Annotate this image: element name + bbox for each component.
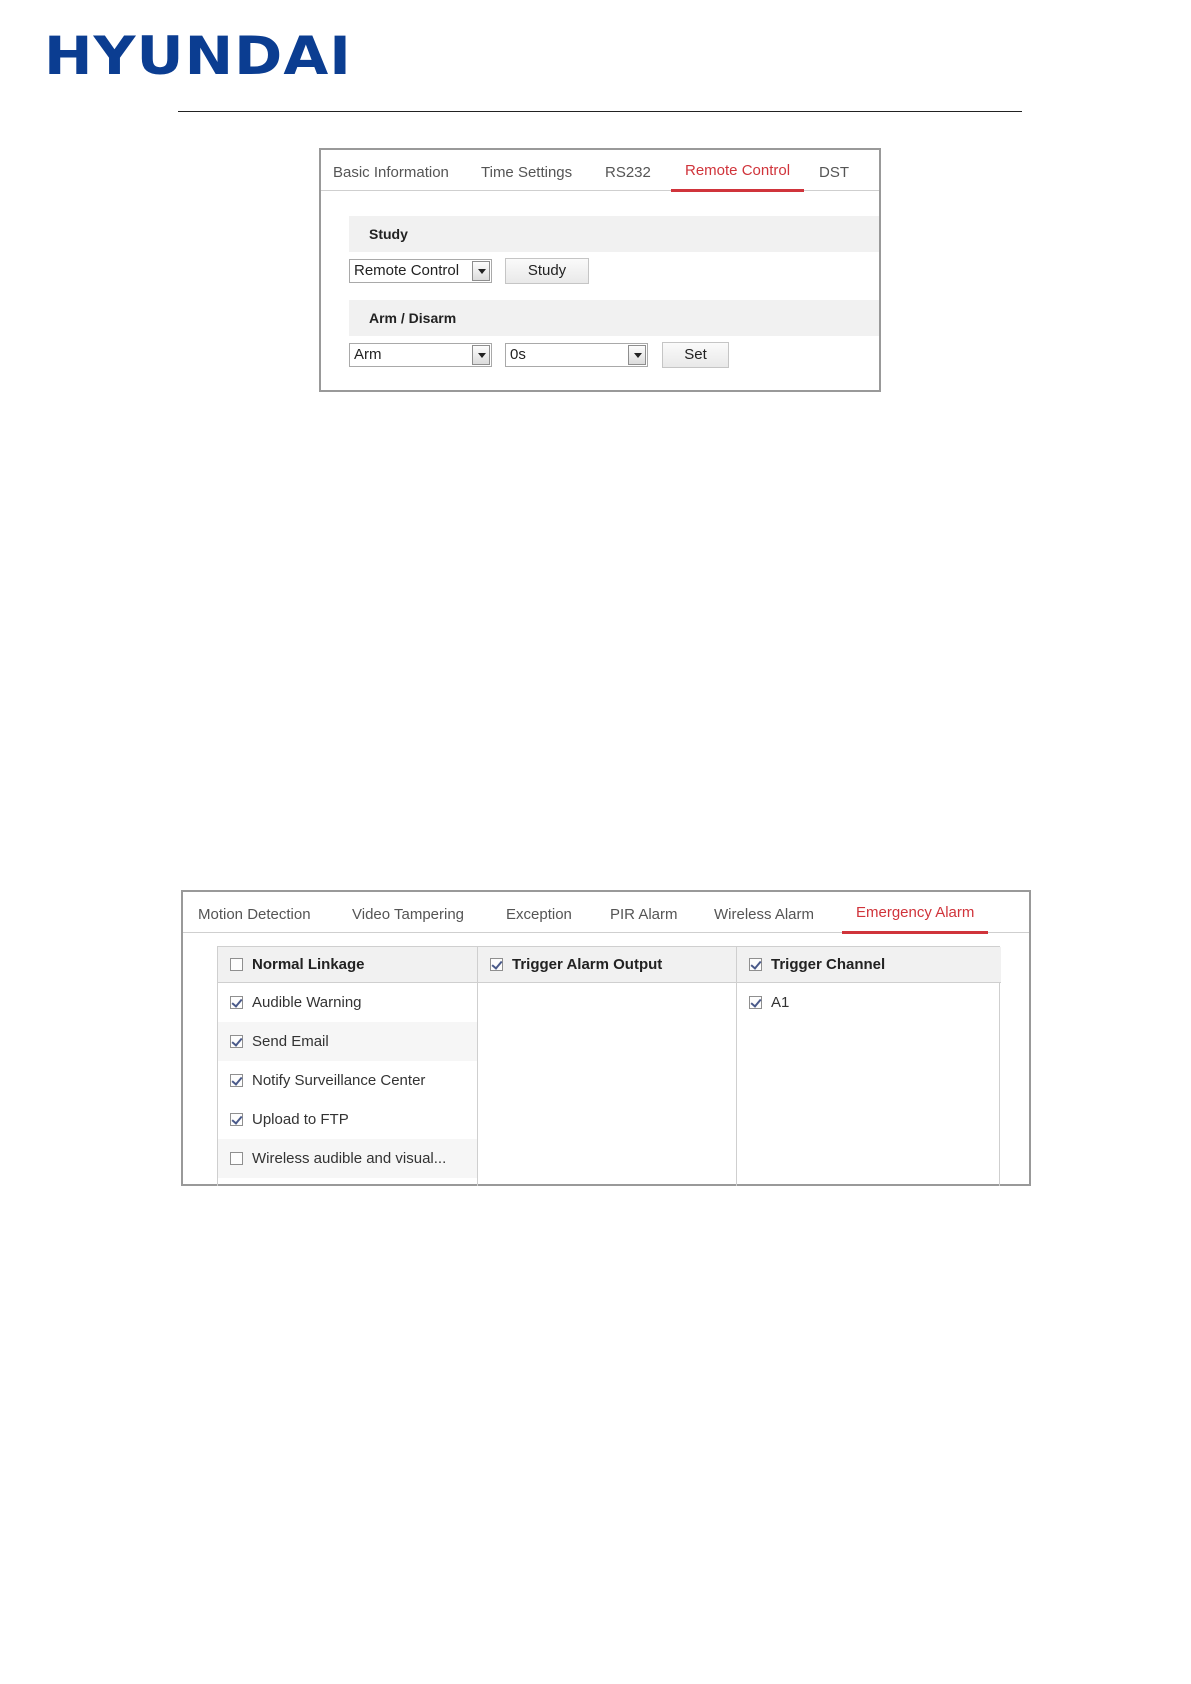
- study-device-select[interactable]: [349, 259, 492, 283]
- list-item: [218, 1100, 477, 1139]
- trigger-channel-header: [737, 947, 1001, 983]
- list-item: [218, 1061, 477, 1100]
- tab-remote-control[interactable]: Remote Control: [685, 162, 791, 179]
- chevron-down-icon[interactable]: [472, 345, 490, 365]
- tab-motion-detection[interactable]: Motion Detection: [198, 906, 311, 923]
- trigger-channel-checkbox[interactable]: [749, 958, 762, 971]
- tab-basic-information[interactable]: Basic Information: [333, 164, 449, 181]
- tab-emergency-alarm[interactable]: Emergency Alarm: [856, 904, 975, 921]
- trigger-alarm-output-checkbox[interactable]: [490, 958, 503, 971]
- chevron-down-icon[interactable]: [628, 345, 646, 365]
- upload-to-ftp-checkbox[interactable]: [230, 1113, 243, 1126]
- audible-warning-label: Audible Warning: [252, 994, 362, 1011]
- list-item: [218, 983, 477, 1022]
- linkage-grid: [217, 946, 1000, 1186]
- trigger-channel-column: [736, 947, 1001, 1186]
- channel-a1-label: A1: [771, 994, 790, 1011]
- study-section-header: Study: [349, 216, 879, 252]
- hyundai-logo: HYUNDAI: [44, 25, 352, 87]
- send-email-checkbox[interactable]: [230, 1035, 243, 1048]
- settings-tab-bar: [321, 150, 879, 191]
- tab-dst[interactable]: DST: [819, 164, 849, 181]
- list-item: [737, 983, 1001, 1022]
- list-item: [218, 1139, 477, 1178]
- tab-video-tampering[interactable]: Video Tampering: [352, 906, 465, 923]
- normal-linkage-header: [218, 947, 477, 983]
- tab-pir-alarm[interactable]: PIR Alarm: [610, 906, 678, 923]
- normal-linkage-checkbox[interactable]: [230, 958, 243, 971]
- set-button[interactable]: Set: [662, 342, 729, 368]
- arm-delay-select[interactable]: [505, 343, 648, 367]
- list-item: [218, 1022, 477, 1061]
- emergency-alarm-panel: [181, 890, 1031, 1186]
- normal-linkage-label: Normal Linkage: [252, 956, 365, 973]
- upload-to-ftp-label: Upload to FTP: [252, 1111, 349, 1128]
- trigger-channel-label: Trigger Channel: [771, 956, 886, 973]
- tab-rs232[interactable]: RS232: [605, 164, 651, 181]
- header-divider: [178, 111, 1022, 112]
- tab-time-settings[interactable]: Time Settings: [481, 164, 573, 181]
- trigger-alarm-output-header: [478, 947, 736, 983]
- trigger-alarm-output-label: Trigger Alarm Output: [512, 956, 663, 973]
- trigger-alarm-output-column: [477, 947, 736, 1186]
- arm-delay-select-value: 0s: [510, 346, 526, 363]
- channel-a1-checkbox[interactable]: [749, 996, 762, 1009]
- study-device-select-value: Remote Control: [354, 262, 460, 279]
- tab-wireless-alarm[interactable]: Wireless Alarm: [714, 906, 815, 923]
- alarm-tab-bar: [183, 892, 1029, 933]
- arm-disarm-section-header: Arm / Disarm: [349, 300, 879, 336]
- tab-exception[interactable]: Exception: [506, 906, 572, 923]
- wireless-audible-visual-checkbox[interactable]: [230, 1152, 243, 1165]
- remote-control-panel: [319, 148, 881, 392]
- audible-warning-checkbox[interactable]: [230, 996, 243, 1009]
- notify-surveillance-center-label: Notify Surveillance Center: [252, 1072, 426, 1089]
- arm-mode-select-value: Arm: [354, 346, 382, 363]
- arm-mode-select[interactable]: [349, 343, 492, 367]
- notify-surveillance-center-checkbox[interactable]: [230, 1074, 243, 1087]
- chevron-down-icon[interactable]: [472, 261, 490, 281]
- study-button[interactable]: Study: [505, 258, 589, 284]
- wireless-audible-visual-label: Wireless audible and visual...: [252, 1150, 447, 1167]
- send-email-label: Send Email: [252, 1033, 329, 1050]
- normal-linkage-column: [218, 947, 477, 1186]
